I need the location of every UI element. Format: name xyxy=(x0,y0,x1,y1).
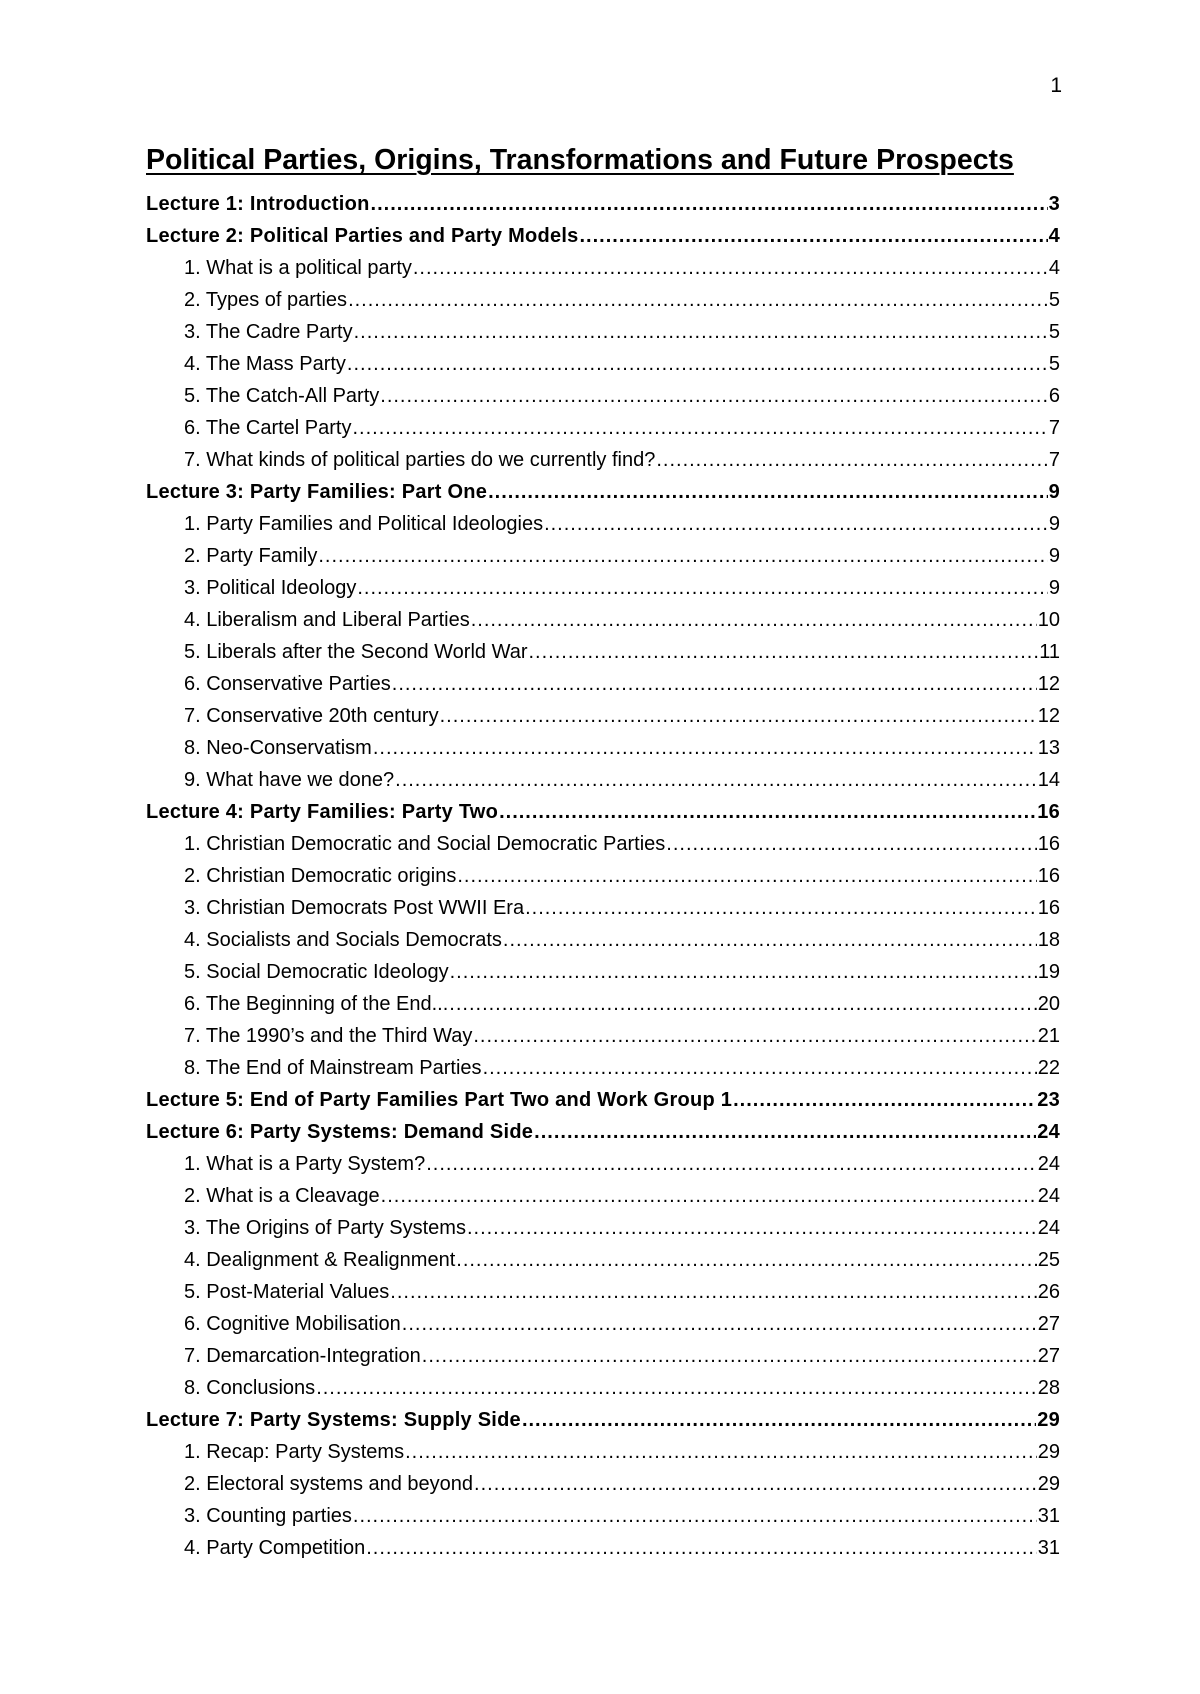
toc-entry-page-number: 12 xyxy=(1037,705,1060,727)
dot-leader xyxy=(471,604,1037,636)
toc-section-entry[interactable] xyxy=(146,572,1060,604)
toc-section-entry[interactable] xyxy=(146,1276,1060,1308)
dot-leader xyxy=(371,188,1048,220)
toc-section-entry[interactable] xyxy=(146,444,1060,476)
toc-section-entry[interactable] xyxy=(146,956,1060,988)
toc-entry-label: Lecture 3: Party Families: Part One xyxy=(146,481,488,503)
dot-leader xyxy=(347,348,1048,380)
toc-entry-label: Lecture 6: Party Systems: Demand Side xyxy=(146,1121,534,1143)
dot-leader xyxy=(488,476,1048,508)
toc-entry-page-number: 4 xyxy=(1048,225,1060,247)
dot-leader xyxy=(456,1244,1036,1276)
toc-section-entry[interactable] xyxy=(146,348,1060,380)
dot-leader xyxy=(402,1308,1037,1340)
toc-entry-page-number: 3 xyxy=(1048,193,1060,215)
toc-entry-page-number: 31 xyxy=(1037,1505,1060,1527)
toc-entry-label: 9. What have we done? xyxy=(184,769,395,791)
toc-entry-label: 7. Demarcation-Integration xyxy=(184,1345,421,1367)
toc-section-entry[interactable] xyxy=(146,1436,1060,1468)
toc-section-entry[interactable] xyxy=(146,604,1060,636)
toc-entry-label: 2. Types of parties xyxy=(184,289,348,311)
toc-section-entry[interactable] xyxy=(146,1340,1060,1372)
toc-section-entry[interactable] xyxy=(146,988,1060,1020)
toc-entry-label: Lecture 4: Party Families: Party Two xyxy=(146,801,499,823)
toc-entry-label: 5. Social Democratic Ideology xyxy=(184,961,449,983)
dot-leader xyxy=(353,1500,1037,1532)
dot-leader xyxy=(544,508,1048,540)
toc-entry-label: 4. Party Competition xyxy=(184,1537,366,1559)
toc-section-entry[interactable] xyxy=(146,924,1060,956)
dot-leader xyxy=(373,732,1037,764)
toc-entry-label: Lecture 5: End of Party Families Part Two and Work Group 1 xyxy=(146,1089,733,1111)
toc-section-entry[interactable] xyxy=(146,1308,1060,1340)
toc-lecture-entry[interactable] xyxy=(146,188,1060,220)
toc-entry-label: Lecture 7: Party Systems: Supply Side xyxy=(146,1409,521,1431)
toc-section-entry[interactable] xyxy=(146,284,1060,316)
dot-leader xyxy=(390,1276,1036,1308)
dot-leader xyxy=(357,572,1048,604)
dot-leader xyxy=(529,636,1039,668)
toc-section-entry[interactable] xyxy=(146,668,1060,700)
toc-section-entry[interactable] xyxy=(146,1372,1060,1404)
toc-entry-label: 7. Conservative 20th century xyxy=(184,705,439,727)
dot-leader xyxy=(503,924,1037,956)
dot-leader xyxy=(534,1116,1036,1148)
toc-entry-label: 8. The End of Mainstream Parties xyxy=(184,1057,482,1079)
toc-section-entry[interactable] xyxy=(146,700,1060,732)
dot-leader xyxy=(426,1148,1037,1180)
toc-entry-label: 1. Christian Democratic and Social Democratic Parties xyxy=(184,833,666,855)
dot-leader xyxy=(316,1372,1037,1404)
toc-entry-label: 3. The Origins of Party Systems xyxy=(184,1217,466,1239)
toc-entry-page-number: 16 xyxy=(1037,801,1060,823)
toc-section-entry[interactable] xyxy=(146,252,1060,284)
dot-leader xyxy=(666,828,1036,860)
dot-leader xyxy=(656,444,1048,476)
toc-entry-label: 7. The 1990’s and the Third Way xyxy=(184,1025,473,1047)
toc-entry-page-number: 6 xyxy=(1048,385,1060,407)
dot-leader xyxy=(366,1532,1037,1564)
toc-entry-page-number: 19 xyxy=(1037,961,1060,983)
toc-entry-page-number: 5 xyxy=(1048,321,1060,343)
toc-lecture-entry[interactable] xyxy=(146,220,1060,252)
toc-entry-page-number: 16 xyxy=(1037,865,1060,887)
toc-lecture-entry[interactable] xyxy=(146,1404,1060,1436)
toc-entry-label: 1. What is a Party System? xyxy=(184,1153,426,1175)
toc-section-entry[interactable] xyxy=(146,508,1060,540)
page-number: 1 xyxy=(1050,74,1062,97)
toc-entry-label: Lecture 2: Political Parties and Party Models xyxy=(146,225,579,247)
toc-section-entry[interactable] xyxy=(146,828,1060,860)
toc-entry-page-number: 27 xyxy=(1037,1345,1060,1367)
toc-entry-page-number: 25 xyxy=(1037,1249,1060,1271)
toc-entry-label: 4. The Mass Party xyxy=(184,353,346,375)
toc-entry-label: 5. The Catch-All Party xyxy=(184,385,380,407)
dot-leader xyxy=(449,988,1036,1020)
dot-leader xyxy=(395,764,1037,796)
toc-entry-page-number: 5 xyxy=(1048,353,1060,375)
toc-entry-label: 2. Party Family xyxy=(184,545,318,567)
toc-section-entry[interactable] xyxy=(146,316,1060,348)
dot-leader xyxy=(474,1468,1037,1500)
toc-entry-label: 2. Electoral systems and beyond xyxy=(184,1473,474,1495)
dot-leader xyxy=(522,1404,1036,1436)
toc-entry-label: 5. Post-Material Values xyxy=(184,1281,390,1303)
toc-lecture-entry[interactable] xyxy=(146,796,1060,828)
dot-leader xyxy=(422,1340,1037,1372)
toc-section-entry[interactable] xyxy=(146,380,1060,412)
toc-entry-page-number: 18 xyxy=(1037,929,1060,951)
toc-entry-page-number: 7 xyxy=(1048,417,1060,439)
toc-entry-page-number: 27 xyxy=(1037,1313,1060,1335)
toc-entry-label: 3. The Cadre Party xyxy=(184,321,353,343)
dot-leader xyxy=(440,700,1037,732)
toc-entry-label: 1. Recap: Party Systems xyxy=(184,1441,405,1463)
toc-entry-page-number: 14 xyxy=(1037,769,1060,791)
dot-leader xyxy=(499,796,1036,828)
toc-entry-page-number: 24 xyxy=(1037,1217,1060,1239)
toc-section-entry[interactable] xyxy=(146,1244,1060,1276)
toc-entry-page-number: 20 xyxy=(1037,993,1060,1015)
toc-entry-label: 6. The Cartel Party xyxy=(184,417,352,439)
dot-leader xyxy=(733,1084,1036,1116)
toc-entry-page-number: 22 xyxy=(1037,1057,1060,1079)
toc-entry-page-number: 24 xyxy=(1037,1153,1060,1175)
toc-entry-page-number: 9 xyxy=(1048,545,1060,567)
toc-entry-label: 6. Cognitive Mobilisation xyxy=(184,1313,401,1335)
dot-leader xyxy=(483,1052,1037,1084)
toc-entry-page-number: 28 xyxy=(1037,1377,1060,1399)
dot-leader xyxy=(381,1180,1037,1212)
dot-leader xyxy=(352,412,1047,444)
dot-leader xyxy=(318,540,1048,572)
toc-lecture-entry[interactable] xyxy=(146,1084,1060,1116)
toc-entry-label: 1. What is a political party xyxy=(184,257,412,279)
toc-section-entry[interactable] xyxy=(146,1180,1060,1212)
dot-leader xyxy=(405,1436,1037,1468)
toc-section-entry[interactable] xyxy=(146,540,1060,572)
toc-lecture-entry[interactable] xyxy=(146,1116,1060,1148)
toc-entry-label: 3. Counting parties xyxy=(184,1505,352,1527)
toc-entry-page-number: 9 xyxy=(1048,577,1060,599)
toc-section-entry[interactable] xyxy=(146,892,1060,924)
toc-section-entry[interactable] xyxy=(146,1532,1060,1564)
toc-section-entry[interactable] xyxy=(146,1052,1060,1084)
toc-entry-page-number: 29 xyxy=(1037,1473,1060,1495)
dot-leader xyxy=(467,1212,1037,1244)
toc-entry-page-number: 16 xyxy=(1037,897,1060,919)
toc-entry-page-number: 23 xyxy=(1037,1089,1060,1111)
toc-entry-label: 2. What is a Cleavage xyxy=(184,1185,380,1207)
toc-entry-label: 4. Liberalism and Liberal Parties xyxy=(184,609,470,631)
toc-entry-label: 3. Christian Democrats Post WWII Era xyxy=(184,897,525,919)
toc-entry-page-number: 24 xyxy=(1037,1185,1060,1207)
toc-entry-page-number: 7 xyxy=(1048,449,1060,471)
toc-entry-label: 3. Political Ideology xyxy=(184,577,357,599)
toc-section-entry[interactable] xyxy=(146,1500,1060,1532)
toc-entry-page-number: 11 xyxy=(1039,641,1060,663)
toc-entry-page-number: 29 xyxy=(1037,1441,1060,1463)
toc-section-entry[interactable] xyxy=(146,1148,1060,1180)
dot-leader xyxy=(457,860,1036,892)
toc-lecture-entry[interactable] xyxy=(146,476,1060,508)
toc-entry-page-number: 5 xyxy=(1048,289,1060,311)
toc-entry-label: 8. Neo-Conservatism xyxy=(184,737,372,759)
toc-section-entry[interactable] xyxy=(146,412,1060,444)
toc-entry-page-number: 31 xyxy=(1037,1537,1060,1559)
dot-leader xyxy=(380,380,1048,412)
toc-entry-label: 2. Christian Democratic origins xyxy=(184,865,457,887)
toc-entry-page-number: 24 xyxy=(1037,1121,1060,1143)
toc-entry-page-number: 21 xyxy=(1037,1025,1060,1047)
toc-section-entry[interactable] xyxy=(146,1212,1060,1244)
toc-entry-label: 6. Conservative Parties xyxy=(184,673,391,695)
toc-entry-page-number: 4 xyxy=(1048,257,1060,279)
toc-entry-page-number: 16 xyxy=(1037,833,1060,855)
toc-entry-page-number: 12 xyxy=(1037,673,1060,695)
dot-leader xyxy=(413,252,1048,284)
toc-section-entry[interactable] xyxy=(146,1020,1060,1052)
toc-entry-page-number: 9 xyxy=(1048,513,1060,535)
toc-entry-label: 4. Dealignment & Realignment xyxy=(184,1249,456,1271)
dot-leader xyxy=(450,956,1037,988)
table-of-contents xyxy=(146,188,1060,1564)
toc-section-entry[interactable] xyxy=(146,860,1060,892)
toc-entry-page-number: 29 xyxy=(1037,1409,1060,1431)
toc-entry-label: 5. Liberals after the Second World War xyxy=(184,641,528,663)
toc-entry-page-number: 10 xyxy=(1037,609,1060,631)
toc-section-entry[interactable] xyxy=(146,764,1060,796)
toc-section-entry[interactable] xyxy=(146,1468,1060,1500)
dot-leader xyxy=(525,892,1037,924)
toc-section-entry[interactable] xyxy=(146,636,1060,668)
dot-leader xyxy=(354,316,1048,348)
toc-entry-label: 7. What kinds of political parties do we currently find? xyxy=(184,449,656,471)
toc-entry-label: 1. Party Families and Political Ideologies xyxy=(184,513,544,535)
dot-leader xyxy=(580,220,1048,252)
dot-leader xyxy=(348,284,1048,316)
toc-entry-label: 8. Conclusions xyxy=(184,1377,316,1399)
toc-entry-page-number: 9 xyxy=(1048,481,1060,503)
toc-entry-label: Lecture 1: Introduction xyxy=(146,193,370,215)
dot-leader xyxy=(392,668,1037,700)
toc-section-entry[interactable] xyxy=(146,732,1060,764)
dot-leader xyxy=(473,1020,1036,1052)
document-title: Political Parties, Origins, Transformations and Future Prospects xyxy=(146,144,1014,176)
toc-entry-label: 6. The Beginning of the End... xyxy=(184,993,449,1015)
toc-entry-page-number: 13 xyxy=(1037,737,1060,759)
toc-entry-page-number: 26 xyxy=(1037,1281,1060,1303)
toc-entry-label: 4. Socialists and Socials Democrats xyxy=(184,929,502,951)
